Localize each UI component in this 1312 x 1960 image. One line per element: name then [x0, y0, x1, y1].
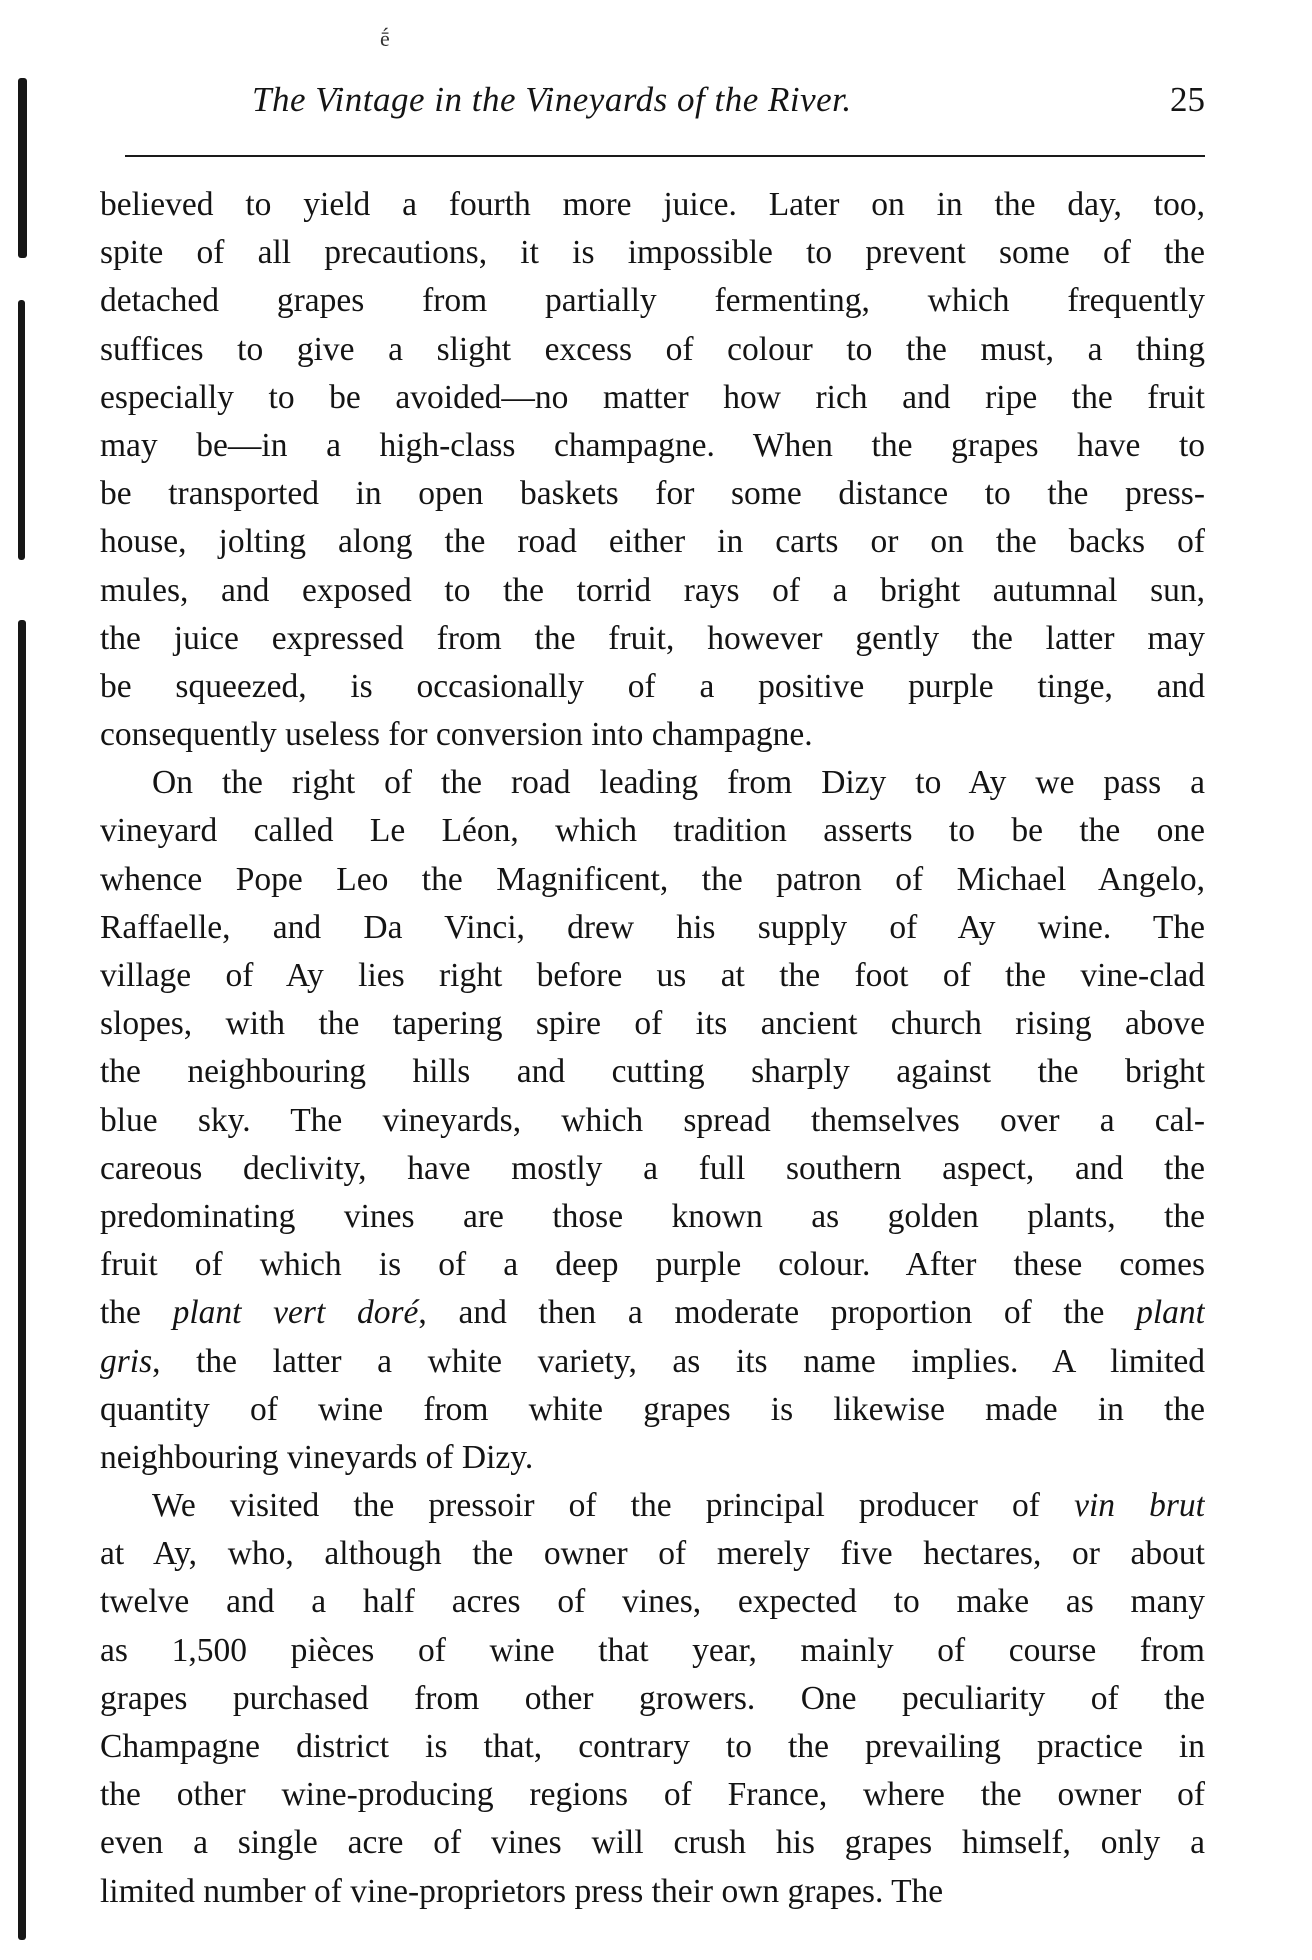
text-line: [100, 711, 1205, 759]
text-run: may be—in a high-class champagne. When the grapes have to: [100, 426, 1205, 464]
text-run: quantity of wine from white grapes is likewise made in the: [100, 1390, 1205, 1428]
printer-mark: ḗ: [380, 26, 390, 51]
text-run: suffices to give a slight excess of colour to the must, a thing: [100, 330, 1205, 368]
text-line: [100, 807, 1205, 855]
text-run: blue sky. The vineyards, which spread themselves over a cal-: [100, 1101, 1205, 1139]
text-run: mules, and exposed to the torrid rays of a bright autumnal sun,: [100, 571, 1205, 609]
text-run: twelve and a half acres of vines, expected to make as many: [100, 1583, 1205, 1621]
text-run: whence Pope Leo the Magnificent, the patron of Michael Angelo,: [100, 860, 1205, 898]
text-run: consequently useless for conversion into champagne.: [100, 716, 813, 754]
text-run: fruit of which is of a deep purple colour. After these comes: [100, 1246, 1205, 1284]
text-run: as 1,500 pièces of wine that year, mainly of course from: [100, 1631, 1205, 1669]
binding-shadow: [18, 620, 26, 1940]
text-run: vineyard called Le Léon, which tradition asserts to be the one: [100, 812, 1205, 850]
text-line: [100, 1434, 1205, 1482]
text-line: [100, 1675, 1205, 1723]
text-line: [100, 277, 1205, 325]
text-run: believed to yield a fourth more juice. Later on in the day, too,: [100, 186, 1205, 223]
binding-shadow: [18, 300, 25, 560]
text-line: [100, 518, 1205, 566]
text-run: grapes purchased from other growers. One peculiarity of the: [100, 1679, 1205, 1717]
text-line: [100, 326, 1205, 374]
text-run: house, jolting along the road either in carts or on the backs of: [100, 523, 1205, 561]
text-line: [100, 229, 1205, 277]
body-text: [100, 181, 1205, 1916]
text-run: , the latter a white variety, as its name implies. A limited: [152, 1342, 1205, 1380]
text-line: [100, 1578, 1205, 1626]
running-header: [100, 78, 1205, 128]
text-run: village of Ay lies right before us at the foot of the vine-clad: [100, 957, 1205, 994]
text-run: the juice expressed from the fruit, however gently the latter may: [100, 619, 1205, 657]
text-run: neighbouring vineyards of Dizy.: [100, 1438, 534, 1476]
italic-run: vin brut: [1074, 1487, 1205, 1525]
text-run: limited number of vine-proprietors press their own grapes. The: [100, 1872, 944, 1910]
text-run: On the right of the road leading from Dizy to Ay we pass a: [152, 764, 1205, 802]
text-run: careous declivity, have mostly a full southern aspect, and the: [100, 1149, 1205, 1187]
text-run: Raffaelle, and Da Vinci, drew his supply of Ay wine. The: [100, 908, 1205, 946]
text-line: [100, 1819, 1205, 1867]
text-run: the neighbouring hills and cutting sharply against the bright: [100, 1053, 1205, 1091]
text-run: at Ay, who, although the owner of merely five hectares, or about: [100, 1535, 1205, 1573]
italic-run: plant vert doré: [172, 1294, 419, 1332]
text-run: We visited the pressoir of the principal producer of: [152, 1487, 1075, 1525]
text-run: detached grapes from partially fermenting, which frequently: [100, 282, 1205, 320]
text-line: [100, 663, 1205, 711]
text-line: [100, 759, 1205, 807]
binding-shadow: [18, 78, 27, 258]
text-line: [100, 1482, 1205, 1530]
text-line: [100, 1048, 1205, 1096]
text-line: [100, 470, 1205, 518]
text-line: [100, 1530, 1205, 1578]
text-run: predominating vines are those known as golden plants, the: [100, 1197, 1205, 1235]
text-run: the: [100, 1294, 173, 1332]
italic-run: gris: [100, 1342, 153, 1380]
text-line: [100, 1338, 1205, 1386]
running-title: The Vintage in the Vineyards of the River.: [252, 80, 852, 119]
text-line: [100, 1145, 1205, 1193]
text-line: [100, 615, 1205, 663]
text-line: [100, 904, 1205, 952]
text-line: [100, 181, 1205, 229]
text-line: [100, 1241, 1205, 1289]
text-run: even a single acre of vines will crush his grapes himself, only a: [100, 1824, 1205, 1862]
text-line: [100, 1289, 1205, 1337]
text-run: slopes, with the tapering spire of its ancient church rising above: [100, 1005, 1205, 1043]
text-line: [100, 567, 1205, 615]
text-line: [100, 1868, 1205, 1916]
text-run: be squeezed, is occasionally of a positive purple tinge, and: [100, 667, 1205, 705]
text-run: the other wine-producing regions of France, where the owner of: [100, 1776, 1205, 1814]
page-number: 25: [1170, 80, 1205, 119]
text-line: [100, 1723, 1205, 1771]
italic-run: plant: [1136, 1294, 1205, 1332]
text-line: [100, 1386, 1205, 1434]
text-run: , and then a moderate proportion of the: [418, 1294, 1137, 1332]
text-line: [100, 856, 1205, 904]
text-run: Champagne district is that, contrary to the prevailing practice in: [100, 1728, 1205, 1765]
text-run: especially to be avoided—no matter how rich and ripe the fruit: [100, 378, 1205, 416]
text-run: be transported in open baskets for some distance to the press-: [100, 475, 1205, 513]
text-line: [100, 1193, 1205, 1241]
header-rule: [125, 155, 1205, 157]
text-run: spite of all precautions, it is impossible to prevent some of the: [100, 234, 1205, 272]
text-line: [100, 952, 1205, 1000]
text-line: [100, 1097, 1205, 1145]
text-line: [100, 1000, 1205, 1048]
text-line: [100, 374, 1205, 422]
text-line: [100, 1627, 1205, 1675]
text-line: [100, 422, 1205, 470]
text-line: [100, 1771, 1205, 1819]
